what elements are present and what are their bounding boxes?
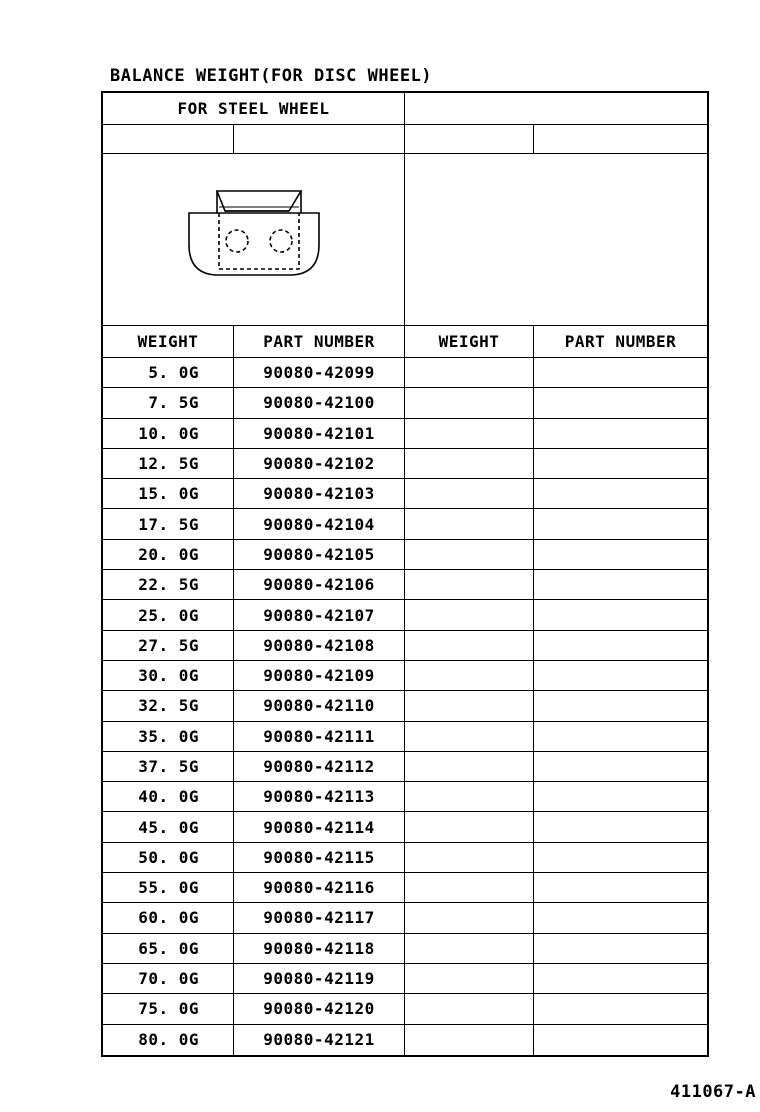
subheading-cell <box>103 125 234 153</box>
empty-cell <box>405 873 534 902</box>
empty-cell <box>405 661 534 690</box>
part-number-cell: 90080-42100 <box>234 388 405 417</box>
weight-cell: 15. 0G <box>103 479 234 508</box>
weight-cell: 50. 0G <box>103 843 234 872</box>
empty-cell <box>405 631 534 660</box>
subheading-cell <box>534 125 707 153</box>
empty-cell <box>534 843 707 872</box>
empty-cell <box>534 1025 707 1055</box>
table-row <box>103 449 707 479</box>
part-number-cell: 90080-42109 <box>234 661 405 690</box>
part-number-cell: 90080-42113 <box>234 782 405 811</box>
part-number-cell: 90080-42112 <box>234 752 405 781</box>
weight-cell: 40. 0G <box>103 782 234 811</box>
table-row <box>103 479 707 509</box>
weight-cell: 10. 0G <box>103 419 234 448</box>
part-number-cell: 90080-42119 <box>234 964 405 993</box>
subheading-cell <box>405 125 534 153</box>
table-row <box>103 509 707 539</box>
part-number-cell: 90080-42108 <box>234 631 405 660</box>
weight-cell: 45. 0G <box>103 812 234 841</box>
empty-cell <box>405 812 534 841</box>
table-row <box>103 631 707 661</box>
part-number-cell: 90080-42099 <box>234 358 405 387</box>
empty-cell <box>405 782 534 811</box>
empty-cell <box>405 540 534 569</box>
part-number-cell: 90080-42116 <box>234 873 405 902</box>
empty-cell <box>534 540 707 569</box>
part-number-cell: 90080-42105 <box>234 540 405 569</box>
column-header-weight: WEIGHT <box>405 326 534 357</box>
table-row <box>103 994 707 1024</box>
part-number-cell: 90080-42102 <box>234 449 405 478</box>
weight-cell: 65. 0G <box>103 934 234 963</box>
empty-cell <box>405 449 534 478</box>
part-number-cell: 90080-42114 <box>234 812 405 841</box>
empty-cell <box>534 479 707 508</box>
table-row <box>103 782 707 812</box>
empty-cell <box>534 509 707 538</box>
table-row <box>103 570 707 600</box>
weight-cell: 27. 5G <box>103 631 234 660</box>
empty-cell <box>534 964 707 993</box>
empty-cell <box>405 752 534 781</box>
empty-cell <box>405 843 534 872</box>
weight-cell: 22. 5G <box>103 570 234 599</box>
column-header-part-number: PART NUMBER <box>564 332 677 351</box>
weight-cell: 55. 0G <box>103 873 234 902</box>
table-row <box>103 419 707 449</box>
weight-cell: 80. 0G <box>103 1025 234 1055</box>
weight-cell: 17. 5G <box>103 509 234 538</box>
empty-cell <box>405 358 534 387</box>
part-number-cell: 90080-42106 <box>234 570 405 599</box>
column-header-part-number: PART NUMBER <box>234 326 405 357</box>
parts-table <box>101 91 709 1057</box>
part-number-cell: 90080-42111 <box>234 722 405 751</box>
empty-cell <box>405 722 534 751</box>
table-row <box>103 388 707 418</box>
empty-cell <box>534 570 707 599</box>
weight-cell: 7. 5G <box>103 388 234 417</box>
subheading-row <box>103 125 707 154</box>
table-row <box>103 843 707 873</box>
illustration-cell <box>103 154 405 325</box>
empty-cell <box>534 691 707 720</box>
empty-cell <box>405 419 534 448</box>
table-row <box>103 873 707 903</box>
weight-cell: 37. 5G <box>103 752 234 781</box>
part-number-cell: 90080-42104 <box>234 509 405 538</box>
empty-cell <box>534 903 707 932</box>
drawing-code: 411067-A <box>670 1082 756 1102</box>
column-header-weight: WEIGHT <box>103 326 234 357</box>
table-row <box>103 600 707 630</box>
table-row <box>103 964 707 994</box>
empty-cell <box>534 752 707 781</box>
column-header-row <box>103 326 707 358</box>
empty-cell <box>534 812 707 841</box>
part-number-cell: 90080-42117 <box>234 903 405 932</box>
empty-cell <box>534 600 707 629</box>
table-row <box>103 358 707 388</box>
empty-cell <box>405 509 534 538</box>
illustration-cell-empty <box>405 154 707 325</box>
left-section-heading: FOR STEEL WHEEL <box>103 93 405 124</box>
balance-weight-icon <box>179 185 329 295</box>
empty-cell <box>405 388 534 417</box>
empty-cell <box>534 449 707 478</box>
part-number-cell: 90080-42110 <box>234 691 405 720</box>
table-row <box>103 752 707 782</box>
empty-cell <box>405 479 534 508</box>
part-number-cell: 90080-42101 <box>234 419 405 448</box>
weight-cell: 75. 0G <box>103 994 234 1023</box>
empty-cell <box>405 691 534 720</box>
section-heading-row <box>103 93 707 125</box>
subheading-cell <box>234 125 405 153</box>
empty-cell <box>405 994 534 1023</box>
part-number-cell: 90080-42120 <box>234 994 405 1023</box>
weight-cell: 12. 5G <box>103 449 234 478</box>
weight-cell: 32. 5G <box>103 691 234 720</box>
empty-cell <box>534 631 707 660</box>
illustration-row <box>103 154 707 326</box>
empty-cell <box>534 358 707 387</box>
page-title: BALANCE WEIGHT(FOR DISC WHEEL) <box>110 66 433 86</box>
weight-cell: 5. 0G <box>103 358 234 387</box>
weight-cell: 30. 0G <box>103 661 234 690</box>
empty-cell <box>534 388 707 417</box>
part-number-cell: 90080-42121 <box>234 1025 405 1055</box>
right-section-heading <box>405 93 707 124</box>
table-row <box>103 812 707 842</box>
table-row <box>103 934 707 964</box>
weight-cell: 60. 0G <box>103 903 234 932</box>
empty-cell <box>405 600 534 629</box>
table-row <box>103 661 707 691</box>
weight-cell: 25. 0G <box>103 600 234 629</box>
empty-cell <box>405 903 534 932</box>
table-row <box>103 903 707 933</box>
part-number-cell: 90080-42107 <box>234 600 405 629</box>
empty-cell <box>534 873 707 902</box>
empty-cell <box>405 1025 534 1055</box>
weight-cell: 70. 0G <box>103 964 234 993</box>
empty-cell <box>534 934 707 963</box>
part-number-cell: 90080-42118 <box>234 934 405 963</box>
empty-cell <box>534 994 707 1023</box>
empty-cell <box>534 722 707 751</box>
part-number-cell: 90080-42103 <box>234 479 405 508</box>
table-row <box>103 540 707 570</box>
empty-cell <box>534 661 707 690</box>
empty-cell <box>534 782 707 811</box>
empty-cell <box>405 570 534 599</box>
weight-cell: 20. 0G <box>103 540 234 569</box>
empty-cell <box>405 934 534 963</box>
table-body <box>103 358 707 1055</box>
table-row <box>103 722 707 752</box>
weight-cell: 35. 0G <box>103 722 234 751</box>
empty-cell <box>534 419 707 448</box>
table-row <box>103 1025 707 1055</box>
table-row <box>103 691 707 721</box>
part-number-cell: 90080-42115 <box>234 843 405 872</box>
empty-cell <box>405 964 534 993</box>
